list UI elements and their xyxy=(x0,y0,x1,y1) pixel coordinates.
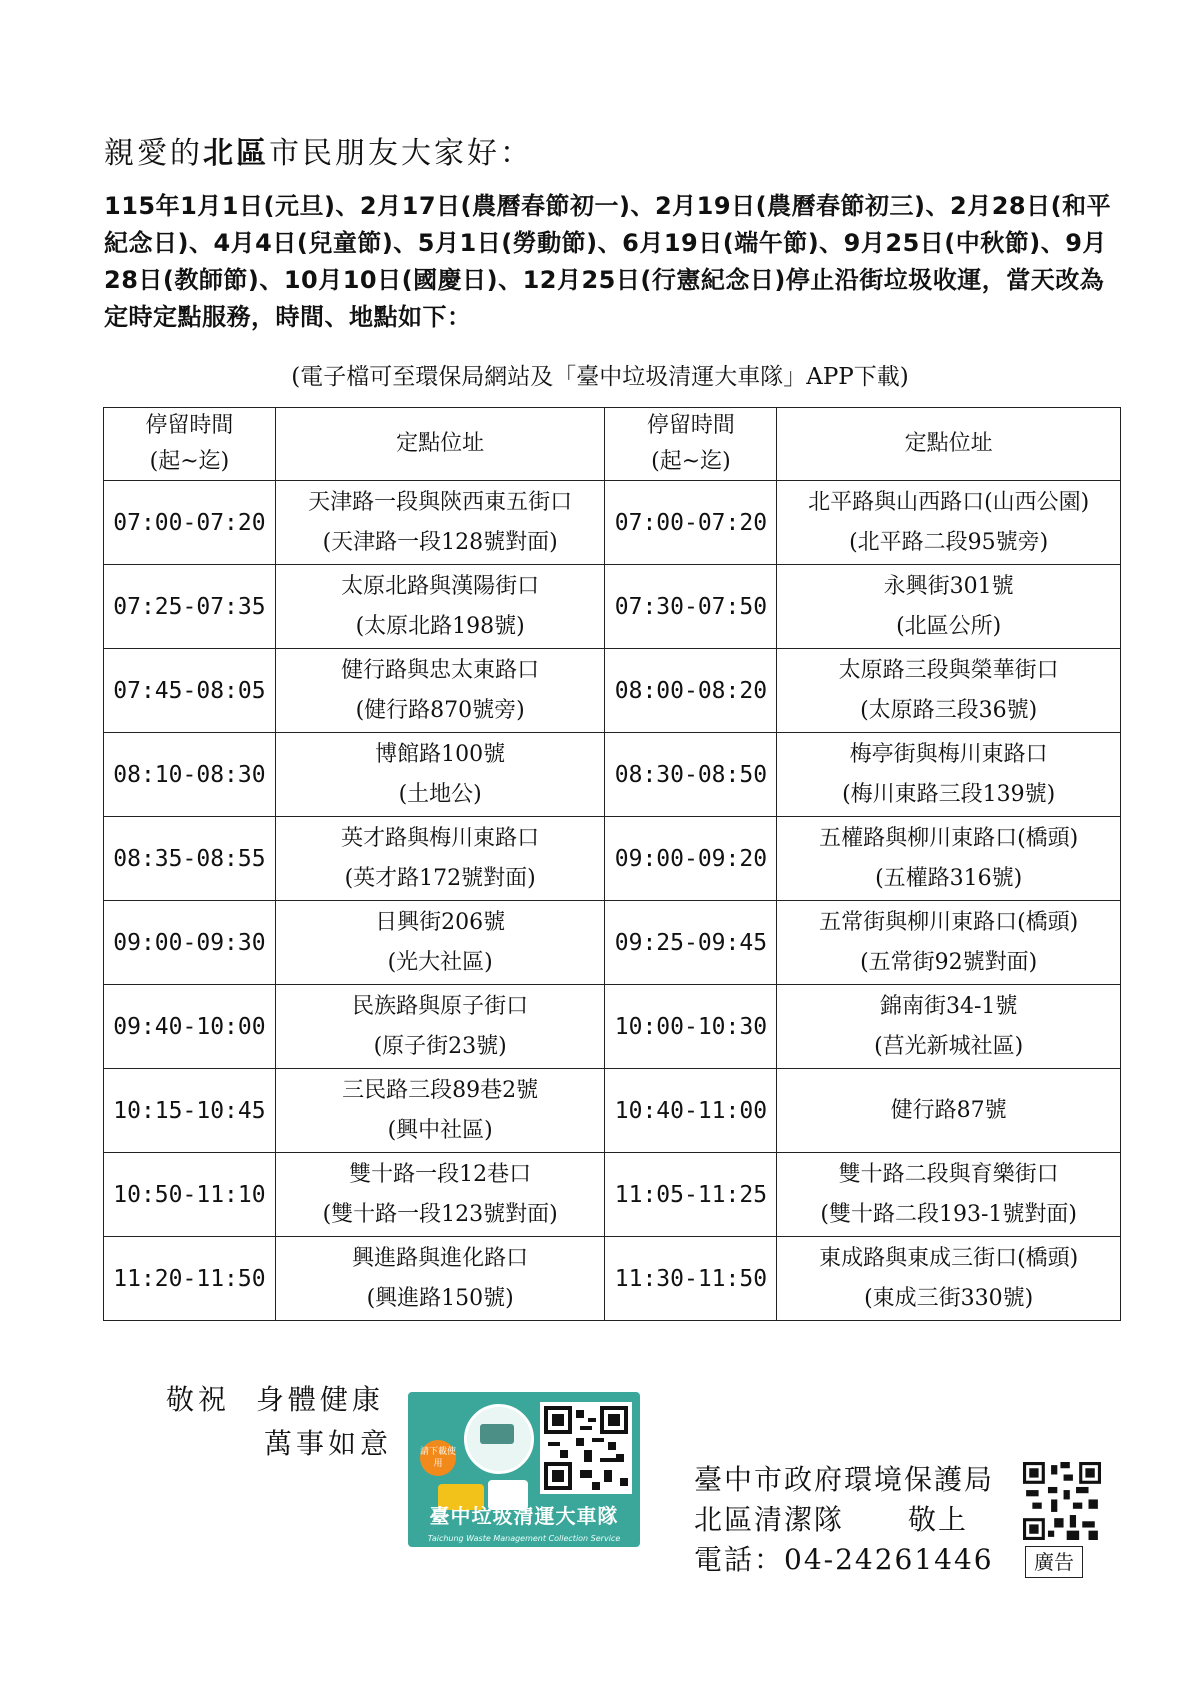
addr-right-text: 梅亭街與梅川東路口 xyxy=(849,741,1048,767)
truck-icon xyxy=(480,1424,514,1444)
addr-left-text: 太原北路與漢陽街口 xyxy=(341,573,540,599)
addr-left-text: (原子街23號) xyxy=(373,1033,507,1059)
addr-right-cell xyxy=(777,1069,1121,1153)
table-row xyxy=(104,733,1121,817)
addr-left-cell xyxy=(275,817,605,901)
addr-left-cell xyxy=(275,1069,605,1153)
download-bubble: 請下載使用 xyxy=(420,1440,456,1476)
time-left-cell xyxy=(104,481,276,565)
header-addr-left: 定點位址 xyxy=(275,408,605,481)
addr-right-cell xyxy=(777,649,1121,733)
time-left-cell xyxy=(104,649,276,733)
addr-left-cell xyxy=(275,1237,605,1321)
header-time-left: 停留時間 (起~迄) xyxy=(104,408,276,481)
time-right-text: 07:30-07:50 xyxy=(614,593,768,620)
addr-left-cell xyxy=(275,649,605,733)
addr-left-text: (英才路172號對面) xyxy=(344,865,536,891)
time-left-text: 09:00-09:30 xyxy=(113,929,266,956)
time-left-text: 10:15-10:45 xyxy=(113,1097,266,1124)
addr-right-text: 五權路與柳川東路口(橋頭) xyxy=(819,825,1079,851)
addr-right-cell xyxy=(777,1237,1121,1321)
addr-right-text: 健行路87號 xyxy=(890,1097,1007,1123)
time-right-cell xyxy=(605,1237,777,1321)
addr-right-cell xyxy=(777,985,1121,1069)
download-note: (電子檔可至環保局網站及「臺中垃圾清運大車隊」APP下載) xyxy=(291,364,909,390)
time-right-text: 07:00-07:20 xyxy=(614,509,768,536)
addr-left-text: 雙十路一段12巷口 xyxy=(349,1161,532,1187)
addr-left-text: 興進路與進化路口 xyxy=(352,1245,529,1271)
addr-right-text: (五常街92號對面) xyxy=(860,949,1038,975)
time-left-text: 08:35-08:55 xyxy=(113,845,266,872)
table-row xyxy=(104,1069,1121,1153)
time-right-text: 10:00-10:30 xyxy=(614,1013,768,1040)
greeting-prefix: 親愛的 xyxy=(104,136,203,171)
addr-right-text: (北區公所) xyxy=(896,613,1002,639)
addr-right-text: (梅川東路三段139號) xyxy=(842,781,1056,807)
time-right-cell xyxy=(605,481,777,565)
addr-right-text: 太原路三段與榮華街口 xyxy=(838,657,1059,683)
app-subtitle: Taichung Waste Management Collection Service xyxy=(427,1534,621,1543)
addr-right-text: 永興街301號 xyxy=(883,573,1014,599)
time-left-cell xyxy=(104,733,276,817)
time-left-text: 07:25-07:35 xyxy=(113,593,266,620)
signature-org: 臺中市政府環境保護局 xyxy=(694,1463,995,1496)
addr-left-cell xyxy=(275,901,605,985)
table-row xyxy=(104,1153,1121,1237)
time-left-cell xyxy=(104,817,276,901)
ad-label: 廣告 xyxy=(1025,1546,1083,1578)
greeting-suffix: 市民朋友大家好： xyxy=(269,136,533,171)
header-addr-right: 定點位址 xyxy=(777,408,1121,481)
holiday-notice: 115年1月1日(元旦)、2月17日(農曆春節初一)、2月19日(農曆春節初三)、2月28日(和平紀念日)、4月4日(兒童節)、5月1日(勞動節)、6月19日(端午節)、9月25日(中秋節)、9月28日(教師節)、10月10日(國慶日)、12月25日(行憲紀念日)停止沿街垃圾收運，當天改為定時定點服務，時間、地點如下： xyxy=(104,192,1112,331)
time-right-cell xyxy=(605,1153,777,1237)
time-left-text: 07:00-07:20 xyxy=(113,509,266,536)
time-left-text: 11:20-11:50 xyxy=(113,1265,266,1292)
time-right-cell xyxy=(605,901,777,985)
time-left-cell xyxy=(104,1237,276,1321)
table-row xyxy=(104,817,1121,901)
regards-line1: 身體健康 xyxy=(255,1383,384,1416)
time-left-cell xyxy=(104,1153,276,1237)
addr-left-text: (天津路一段128號對面) xyxy=(322,529,558,555)
addr-left-cell xyxy=(275,733,605,817)
addr-right-text: (北平路二段95號旁) xyxy=(849,529,1049,555)
time-left-cell xyxy=(104,1069,276,1153)
time-right-text: 08:30-08:50 xyxy=(614,761,768,788)
greeting-district: 北區 xyxy=(203,136,269,171)
addr-right-cell xyxy=(777,901,1121,985)
table-row xyxy=(104,565,1121,649)
addr-right-cell xyxy=(777,1153,1121,1237)
app-badge xyxy=(408,1392,640,1547)
header-time-right: 停留時間 (起~迄) xyxy=(605,408,777,481)
addr-left-text: 英才路與梅川東路口 xyxy=(341,825,540,851)
table-row xyxy=(104,481,1121,565)
addr-left-text: (土地公) xyxy=(398,781,482,807)
time-right-text: 09:25-09:45 xyxy=(614,929,768,956)
addr-right-text: 雙十路二段與育樂街口 xyxy=(838,1161,1059,1187)
signature-team-line xyxy=(694,1500,994,1540)
signature-block xyxy=(694,1460,994,1580)
addr-right-text: (雙十路二段193-1號對面) xyxy=(820,1201,1077,1227)
truck-illustration xyxy=(414,1400,534,1515)
table-row xyxy=(104,901,1121,985)
time-left-text: 10:50-11:10 xyxy=(113,1181,266,1208)
greeting xyxy=(104,128,533,172)
addr-left-text: 健行路與忠太東路口 xyxy=(341,657,540,683)
addr-left-text: (興進路150號) xyxy=(366,1285,514,1311)
time-right-cell xyxy=(605,985,777,1069)
qr-pattern xyxy=(544,1406,628,1490)
time-right-cell xyxy=(605,565,777,649)
time-left-text: 09:40-10:00 xyxy=(113,1013,266,1040)
addr-left-text: (興中社區) xyxy=(387,1117,493,1143)
schedule-table xyxy=(103,407,1121,1321)
addr-right-text: (東成三街330號) xyxy=(864,1285,1034,1311)
addr-right-text: 東成路與東成三街口(橋頭) xyxy=(819,1245,1079,1271)
signature-closing: 敬上 xyxy=(908,1503,969,1536)
app-qr-code xyxy=(540,1402,632,1494)
signature-phone: 電話：04-24261446 xyxy=(694,1543,994,1576)
time-left-cell xyxy=(104,985,276,1069)
time-right-cell xyxy=(605,1069,777,1153)
addr-left-cell xyxy=(275,1153,605,1237)
addr-left-text: 日興街206號 xyxy=(375,909,506,935)
addr-left-text: 天津路一段與陝西東五街口 xyxy=(308,489,573,515)
time-right-cell xyxy=(605,733,777,817)
regards xyxy=(166,1378,392,1466)
addr-left-text: (雙十路一段123號對面) xyxy=(322,1201,558,1227)
addr-right-cell xyxy=(777,817,1121,901)
table-row xyxy=(104,649,1121,733)
qr-pattern-footer xyxy=(1023,1462,1101,1540)
signature-team: 北區清潔隊 xyxy=(694,1503,845,1536)
table-row xyxy=(104,1237,1121,1321)
time-left-text: 08:10-08:30 xyxy=(113,761,266,788)
time-right-text: 10:40-11:00 xyxy=(614,1097,768,1124)
regards-line2: 萬事如意 xyxy=(264,1427,393,1460)
addr-left-text: 三民路三段89巷2號 xyxy=(342,1077,539,1103)
addr-right-text: 北平路與山西路口(山西公園) xyxy=(808,489,1090,515)
addr-right-text: (太原路三段36號) xyxy=(860,697,1038,723)
time-left-cell xyxy=(104,565,276,649)
addr-left-cell xyxy=(275,481,605,565)
addr-right-cell xyxy=(777,481,1121,565)
time-right-cell xyxy=(605,817,777,901)
time-right-text: 09:00-09:20 xyxy=(614,845,768,872)
time-right-text: 11:30-11:50 xyxy=(614,1265,768,1292)
addr-right-text: (莒光新城社區) xyxy=(874,1033,1024,1059)
addr-left-text: (光大社區) xyxy=(387,949,493,975)
app-title: 臺中垃圾清運大車隊 xyxy=(429,1504,619,1528)
addr-right-cell xyxy=(777,733,1121,817)
table-row xyxy=(104,985,1121,1069)
time-left-text: 07:45-08:05 xyxy=(113,677,266,704)
time-right-text: 08:00-08:20 xyxy=(614,677,768,704)
addr-left-text: 博館路100號 xyxy=(375,741,506,767)
addr-right-cell xyxy=(777,565,1121,649)
time-right-text: 11:05-11:25 xyxy=(614,1181,768,1208)
addr-left-cell xyxy=(275,985,605,1069)
addr-right-text: 五常街與柳川東路口(橋頭) xyxy=(819,909,1079,935)
time-right-cell xyxy=(605,649,777,733)
addr-right-text: 錦南街34-1號 xyxy=(879,993,1018,1019)
table-header-row xyxy=(104,408,1121,481)
footer-qr-code xyxy=(1023,1462,1101,1540)
addr-left-text: 民族路與原子街口 xyxy=(352,993,529,1019)
addr-left-cell xyxy=(275,565,605,649)
addr-left-text: (健行路870號旁) xyxy=(355,697,525,723)
addr-right-text: (五權路316號) xyxy=(875,865,1023,891)
time-left-cell xyxy=(104,901,276,985)
addr-left-text: (太原北路198號) xyxy=(355,613,525,639)
regards-lead: 敬祝 xyxy=(166,1383,231,1416)
